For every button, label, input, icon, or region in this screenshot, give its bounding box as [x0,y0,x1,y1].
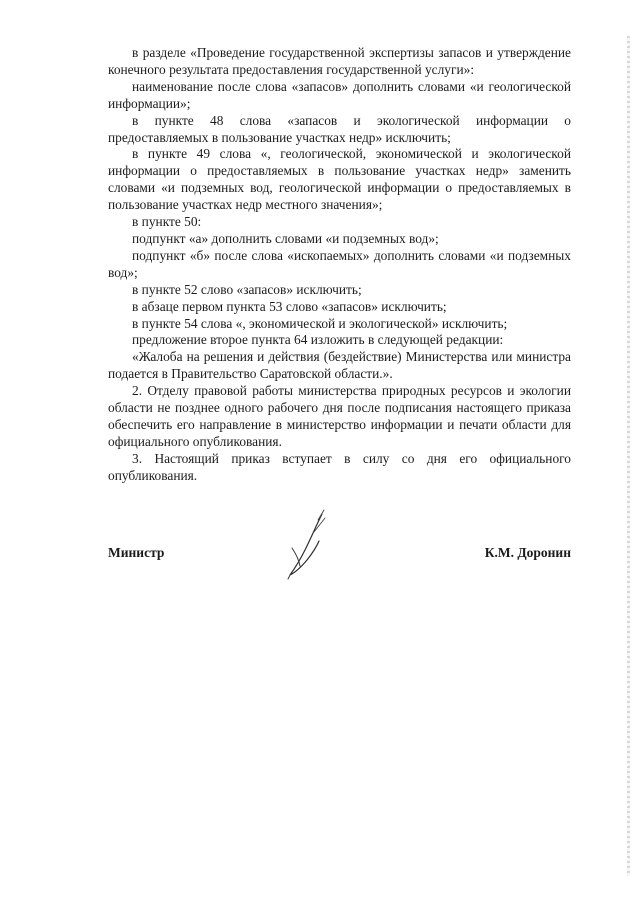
signature-block [108,545,571,567]
paragraph-clause-3: 3. Настоящий приказ вступает в силу со дня его официального опубликования. [108,450,571,483]
paragraph-section-heading: в разделе «Проведение государственной экспертизы запасов и утверждение конечного результата предоставления государственной услуги»: [108,45,571,77]
signatory-name: К.М. Доронин [484,545,571,560]
paragraph-item-49: в пункте 49 слова «, геологической, экономической и экологической информации о предоставляемых в пользование участках недр» заменить словами «и подземных вод, геологической информации о предоставляемых в пользование участках недр местного значения»; [108,146,571,213]
paragraph-subitem-b: подпункт «б» после слова «ископаемых» дополнить словами «и подземных вод»; [108,247,571,280]
paragraph-item-53: в абзаце первом пункта 53 слово «запасов» исключить; [132,298,447,314]
paragraph-item-52: в пункте 52 слово «запасов» исключить; [132,281,362,297]
document-body [108,45,571,485]
paragraph-clause-2: 2. Отделу правовой работы министерства природных ресурсов и экологии области не позднее одного рабочего дня после подписания настоящего приказа обеспечить его направление в министерство информации и печати области для официального опубликования. [108,383,571,449]
paragraph-subitem-a: подпункт «а» дополнить словами «и подземных вод»; [132,230,439,246]
paragraph-item-54: в пункте 54 слова «, экономической и экологической» исключить; [132,315,508,331]
paragraph-item-64: предложение второе пункта 64 изложить в следующей редакции: [132,332,504,348]
paragraph-item-50: в пункте 50: [132,214,202,230]
signatory-position: Министр [108,545,165,560]
paragraph-item-64-text: «Жалоба на решения и действия (бездействие) Министерства или министра подается в Правительство Саратовской области.». [108,349,571,382]
scan-edge-strip [627,36,630,876]
paragraph-item-48: в пункте 48 слова «запасов и экологической информации о предоставляемых в пользование участках недр» исключить; [108,112,571,145]
paragraph-title-amendment: наименование после слова «запасов» дополнить словами «и геологической информации»; [108,78,571,111]
